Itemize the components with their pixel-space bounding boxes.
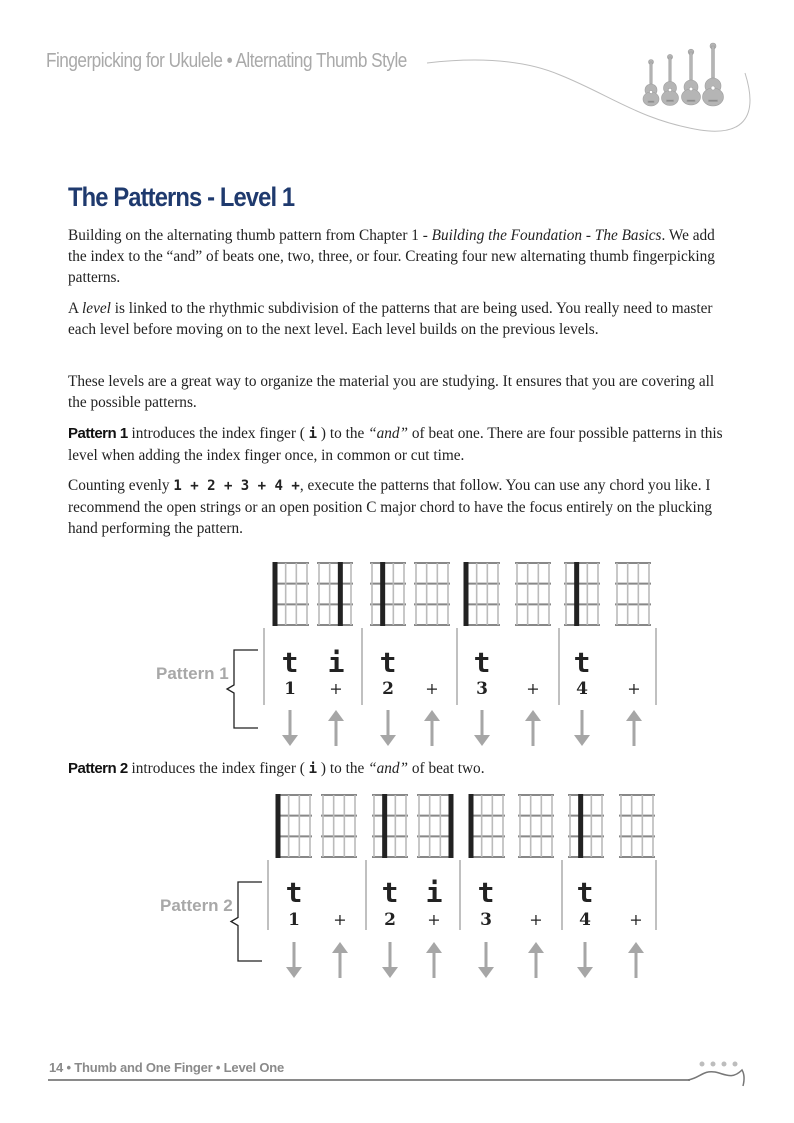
pattern-label: Pattern 2 (160, 896, 233, 915)
beat-count: + (627, 679, 641, 698)
footer-dots (700, 1062, 738, 1067)
up-arrow-head (328, 710, 344, 721)
footer-text: 14 • Thumb and One Finger • Level One (49, 1060, 285, 1075)
plucked-string-marker (273, 562, 278, 626)
finger-letter: t (473, 646, 491, 679)
plucked-string-marker (469, 794, 474, 858)
chapter-reference: Building the Foundation - The Basics (431, 227, 662, 244)
plucked-string-marker (380, 562, 385, 626)
section-title: The Patterns - Level 1 (68, 182, 295, 212)
text: ) to the (317, 760, 369, 777)
pattern-2-label: Pattern 2 (68, 760, 128, 777)
down-arrow-head (286, 967, 302, 978)
up-arrow-head (332, 942, 348, 953)
pattern-bracket (231, 882, 262, 961)
plucked-string-marker (338, 562, 343, 626)
down-arrow-head (478, 967, 494, 978)
text: of beat one. There are four possible patterns in this level when adding the index finger once, in common or cut time. (68, 425, 723, 464)
count-sequence: 1 + 2 + 3 + 4 + (173, 478, 300, 494)
up-arrow-head (525, 710, 541, 721)
finger-letter: t (576, 876, 594, 909)
footer-swoosh (688, 1070, 744, 1086)
text: . We add the index to the “and” of beats one, two, three, or four. Creating four new alternating thumb fingerpicking patterns. (68, 227, 715, 286)
pattern-bracket (227, 650, 258, 728)
beat-count: 1 (284, 679, 296, 699)
beat-count: 4 (576, 679, 588, 699)
text: ) to the (317, 425, 369, 442)
up-arrow-head (626, 710, 642, 721)
beat-count: 2 (382, 679, 394, 699)
up-arrow-head (424, 710, 440, 721)
down-arrow-head (282, 735, 298, 746)
paragraph-organize: These levels are a great way to organize the material you are studying. It ensures that you are covering all the possible patterns. (68, 373, 715, 411)
down-arrow-head (474, 735, 490, 746)
text: A (68, 300, 83, 317)
beat-count: + (427, 910, 441, 929)
beat-count: + (425, 679, 439, 698)
beat-count: + (529, 910, 543, 929)
down-arrow-head (574, 735, 590, 746)
down-arrow-head (382, 967, 398, 978)
finger-letter: i (327, 646, 345, 679)
finger-letter: t (477, 876, 495, 909)
beat-count: 2 (384, 910, 396, 930)
pattern-1-label: Pattern 1 (68, 425, 128, 442)
beat-count: 4 (579, 910, 591, 930)
plucked-string-marker (276, 794, 281, 858)
text: of beat two. (408, 760, 485, 777)
down-arrow-head (577, 967, 593, 978)
beat-count: + (333, 910, 347, 929)
index-finger-symbol: i (308, 761, 318, 777)
finger-letter: t (285, 876, 303, 909)
finger-letter: t (573, 646, 591, 679)
text: introduces the index finger ( (127, 425, 309, 442)
finger-letter: t (379, 646, 397, 679)
text: is linked to the rhythmic subdivision of the patterns that are being used. You really need to master each level before moving on to the next level. Each level builds on the previous levels. (68, 300, 713, 338)
text: , execute the patterns that follow. You can use any chord you like. I recommend the open strings or an open position C major chord to have the focus entirely on the plucking hand performing the pattern. (68, 477, 713, 537)
beat-count: + (329, 679, 343, 698)
finger-letter: t (381, 876, 399, 909)
beat-count: 1 (288, 910, 300, 930)
plucked-string-marker (449, 794, 454, 858)
finger-letter: i (425, 876, 443, 909)
text: introduces the index finger ( (127, 760, 309, 777)
running-header-title: Fingerpicking for Ukulele • Alternating Thumb Style (46, 50, 407, 72)
text: Counting evenly (68, 477, 174, 494)
text: Building on the alternating thumb pattern from Chapter 1 - (68, 227, 432, 244)
beat-count: + (629, 910, 643, 929)
up-arrow-head (426, 942, 442, 953)
plucked-string-marker (574, 562, 579, 626)
pattern-label: Pattern 1 (156, 664, 229, 683)
up-arrow-head (628, 942, 644, 953)
beat-count: + (526, 679, 540, 698)
plucked-string-marker (578, 794, 583, 858)
finger-letter: t (281, 646, 299, 679)
emphasis: level (82, 300, 111, 317)
emphasis: “and” (368, 760, 409, 777)
beat-count: 3 (476, 679, 488, 699)
beat-count: 3 (480, 910, 492, 930)
up-arrow-head (528, 942, 544, 953)
emphasis: “and” (368, 425, 409, 442)
down-arrow-head (380, 735, 396, 746)
plucked-string-marker (464, 562, 469, 626)
index-finger-symbol: i (308, 426, 318, 442)
plucked-string-marker (382, 794, 387, 858)
